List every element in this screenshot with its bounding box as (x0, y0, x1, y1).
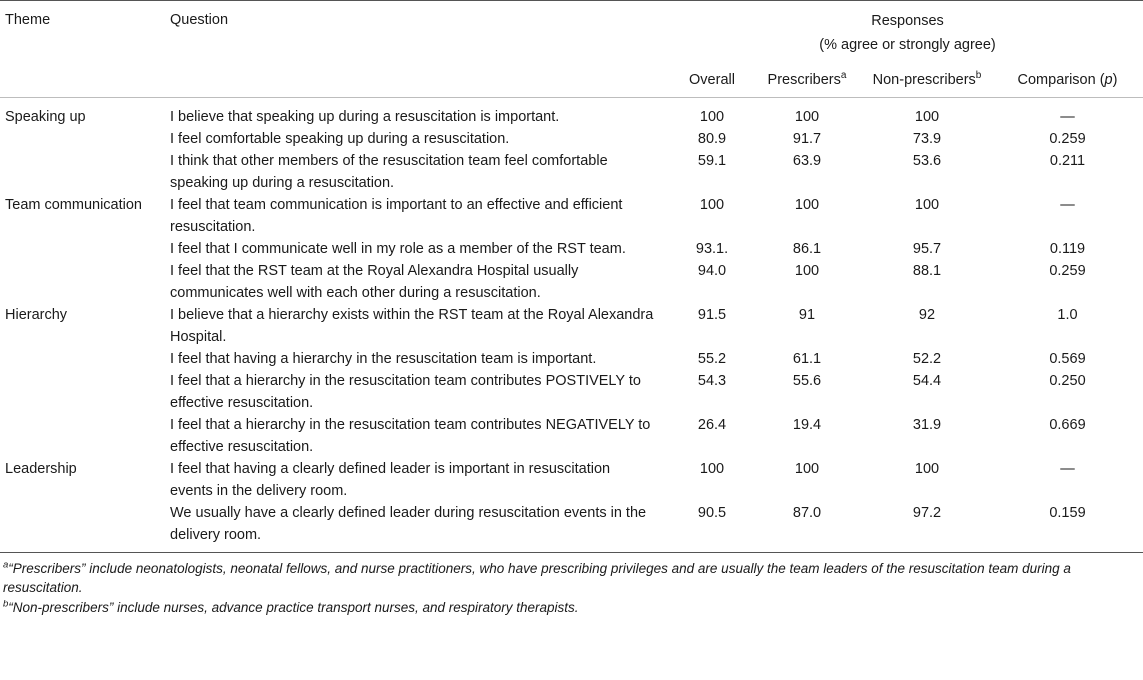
table-row (0, 370, 1143, 414)
overall-cell: 100 (699, 461, 725, 477)
comparison-header: Comparison (p) (992, 57, 1143, 98)
non-prescribers-cell: 100 (914, 461, 940, 477)
non-prescribers-cell: 54.4 (912, 373, 942, 389)
theme-cell (0, 150, 170, 194)
table-row (0, 98, 1143, 129)
table-row (0, 194, 1143, 238)
question-cell: I feel that team communication is important to an effective and efficient resuscitation. (170, 197, 623, 235)
overall-cell: 26.4 (697, 417, 727, 433)
non-prescribers-cell: 97.2 (912, 505, 942, 521)
comparison-cell: — (1060, 461, 1075, 477)
question-cell: I believe that a hierarchy exists within the RST team at the Royal Alexandra Hospital. (170, 307, 654, 345)
theme-cell (0, 502, 170, 546)
prescribers-cell: 63.9 (792, 153, 822, 169)
non-prescribers-cell: 73.9 (912, 131, 942, 147)
question-cell: I think that other members of the resuscitation team feel comfortable speaking up during a resuscitation. (170, 153, 608, 191)
table-row (0, 458, 1143, 502)
theme-cell (0, 238, 170, 260)
overall-cell: 55.2 (697, 351, 727, 367)
prescribers-cell: 61.1 (792, 351, 822, 367)
question-cell: I feel that a hierarchy in the resuscitation team contributes POSTIVELY to effective resuscitation. (170, 373, 641, 411)
prescribers-cell: 87.0 (792, 505, 822, 521)
prescribers-cell: 100 (794, 197, 820, 213)
responses-header-line1: Responses (871, 13, 944, 29)
prescribers-cell: 55.6 (792, 373, 822, 389)
footnote-a: $^a$“Prescribers” include neonatologists, neonatal fellows, and nurse practitioners, who have prescribing privileges and are usually the team leaders of the resuscitation team during a resuscitation. (3, 559, 1071, 595)
non-prescribers-cell: 31.9 (912, 417, 942, 433)
overall-cell: 54.3 (697, 373, 727, 389)
table-row (0, 128, 1143, 150)
prescribers-cell: 86.1 (792, 241, 822, 257)
theme-header: Theme (5, 12, 51, 28)
theme-cell: Team communication (5, 197, 142, 213)
theme-cell: Speaking up (5, 109, 86, 125)
question-cell: We usually have a clearly defined leader during resuscitation events in the delivery room. (170, 505, 647, 543)
prescribers-cell: 100 (794, 263, 820, 279)
theme-cell (0, 370, 170, 414)
comparison-cell: 0.211 (1049, 153, 1086, 169)
question-cell: I feel that the RST team at the Royal Alexandra Hospital usually communicates well with each other during a resuscitation. (170, 263, 579, 301)
responses-header-line2: (% agree or strongly agree) (819, 37, 996, 53)
comparison-cell: 1.0 (1057, 307, 1078, 323)
non-prescribers-header: Non-prescribers$^b$ (862, 57, 992, 98)
header-row-1 (0, 1, 1143, 58)
question-header: Question (170, 12, 229, 28)
table-row (0, 260, 1143, 304)
question-cell: I feel that I communicate well in my role as a member of the RST team. (170, 241, 626, 257)
non-prescribers-cell: 95.7 (912, 241, 942, 257)
non-prescribers-cell: 52.2 (912, 351, 942, 367)
theme-cell: Hierarchy (5, 307, 68, 323)
prescribers-cell: 100 (794, 109, 820, 125)
theme-cell (0, 260, 170, 304)
comparison-cell: — (1060, 197, 1075, 213)
table-row (0, 348, 1143, 370)
responses-header (672, 1, 1143, 58)
theme-cell (0, 348, 170, 370)
non-prescribers-cell: 53.6 (912, 153, 942, 169)
comparison-cell: 0.259 (1049, 263, 1086, 279)
prescribers-cell: 91 (798, 307, 816, 323)
prescribers-cell: 19.4 (792, 417, 822, 433)
table-row (0, 304, 1143, 348)
table-row (0, 238, 1143, 260)
question-cell: I feel that having a clearly defined leader is important in resuscitation events in the delivery room. (170, 461, 611, 499)
overall-cell: 90.5 (697, 505, 727, 521)
overall-cell: 80.9 (697, 131, 727, 147)
theme-cell: Leadership (5, 461, 77, 477)
question-cell: I feel comfortable speaking up during a resuscitation. (170, 131, 510, 147)
comparison-cell: 0.669 (1049, 417, 1086, 433)
theme-cell (0, 128, 170, 150)
overall-cell: 100 (699, 197, 725, 213)
comparison-cell: — (1060, 109, 1075, 125)
overall-cell: 94.0 (697, 263, 727, 279)
footnote-b: $^b$“Non-prescribers” include nurses, advance practice transport nurses, and respiratory therapists. (3, 598, 579, 615)
overall-cell: 91.5 (697, 307, 727, 323)
overall-header: Overall (672, 57, 752, 98)
comparison-cell: 0.569 (1049, 351, 1086, 367)
table-row (0, 150, 1143, 194)
overall-cell: 93.1. (695, 241, 729, 257)
non-prescribers-cell: 100 (914, 197, 940, 213)
table-body (0, 98, 1143, 547)
comparison-cell: 0.250 (1049, 373, 1086, 389)
question-cell: I feel that a hierarchy in the resuscitation team contributes NEGATIVELY to effective resuscitation. (170, 417, 651, 455)
overall-cell: 59.1 (697, 153, 727, 169)
comparison-cell: 0.259 (1049, 131, 1086, 147)
comparison-cell: 0.119 (1049, 241, 1086, 257)
prescribers-header: Prescribers$^a$ (752, 57, 862, 98)
table-row (0, 502, 1143, 546)
header-row-2 (0, 57, 1143, 98)
overall-cell: 100 (699, 109, 725, 125)
non-prescribers-cell: 100 (914, 109, 940, 125)
question-cell: I believe that speaking up during a resuscitation is important. (170, 109, 560, 125)
non-prescribers-cell: 92 (918, 307, 936, 323)
theme-cell (0, 414, 170, 458)
table-row (0, 414, 1143, 458)
question-cell: I feel that having a hierarchy in the resuscitation team is important. (170, 351, 597, 367)
comparison-cell: 0.159 (1049, 505, 1086, 521)
table-footnotes (0, 552, 1143, 617)
prescribers-cell: 100 (794, 461, 820, 477)
non-prescribers-cell: 88.1 (912, 263, 942, 279)
prescribers-cell: 91.7 (792, 131, 822, 147)
